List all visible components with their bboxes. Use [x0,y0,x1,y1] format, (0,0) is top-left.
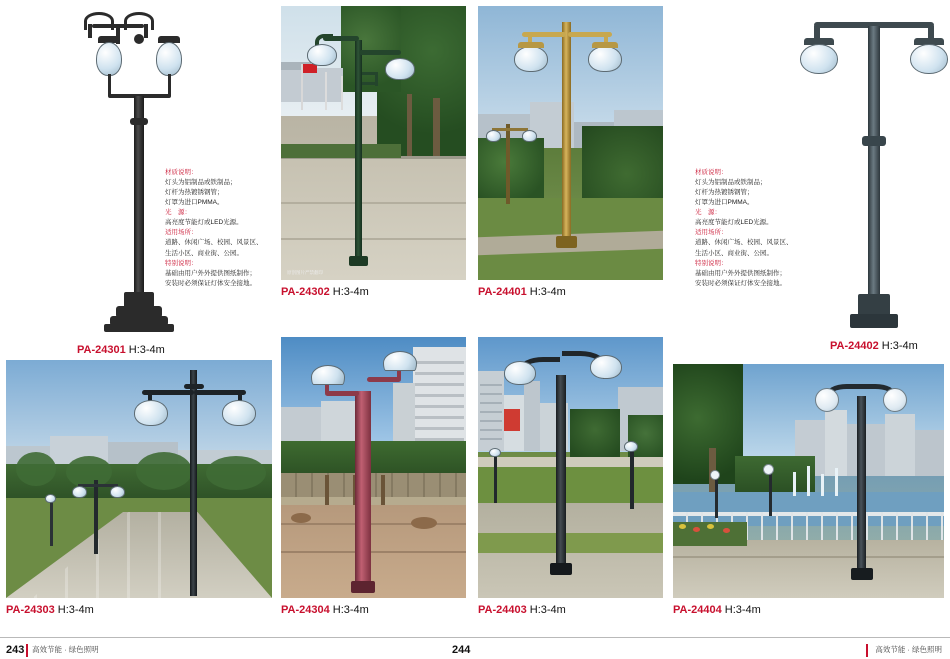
product-id-pa24302: PA-24302 [281,286,330,298]
product-height-pa24401: H:3-4m [529,286,566,298]
spec-right-material-3: 灯罩为进口PMMA。 [695,199,754,207]
spec-left-material-2: 灯杆为热镀锈钢管； [165,189,224,197]
spec-left-note-2: 安装时必须保证灯体安全接地。 [165,279,256,287]
photo-pa24404 [673,364,944,598]
spec-left-material-3: 灯罩为进口PMMA。 [165,199,224,207]
caption-pa24404 [673,604,761,616]
page-footer [0,637,950,659]
footer-text-right: 高效节能 · 绿色照明 [875,645,942,654]
spec-left-title-usage: 适用场所： [165,229,198,237]
spec-right-title-usage: 适用场所： [695,229,728,237]
spec-right-note-1: 基础由用户外外提供图纸制作； [695,269,786,277]
spec-right-material-2: 灯杆为热镀锈钢管； [695,189,754,197]
footer-text-left: 高效节能 · 绿色照明 [32,645,99,654]
caption-pa24403 [478,604,566,616]
footer-divider-left [26,644,28,657]
product-id-pa24403: PA-24403 [478,604,527,616]
product-height-pa24404: H:3-4m [724,604,761,616]
spec-left-usage-2: 生活小区、商业街、公园。 [165,249,243,257]
product-height-pa24304: H:3-4m [332,604,369,616]
page-number-left: 243 [6,644,25,656]
caption-pa24303 [6,604,94,616]
spec-block-left [165,168,300,289]
product-height-pa24301: H:3-4m [128,344,165,356]
spec-right-title-source: 光 源： [695,209,721,217]
spec-right-source-1: 高亮度节能灯或LED光源。 [695,219,773,227]
spec-left-usage-1: 道路、休闲广场、校园、风景区、 [165,239,263,247]
spec-right-material-1: 灯头为铝制品或铁制品； [695,179,767,187]
photo-pa24304 [281,337,466,598]
footer-divider-right [866,644,868,657]
spec-left-title-note: 特别说明： [165,259,198,267]
product-id-pa24301: PA-24301 [77,344,126,356]
photo-pa24303 [6,360,272,598]
product-id-pa24304: PA-24304 [281,604,330,616]
photo-pa24401 [478,6,663,280]
product-height-pa24402: H:3-4m [881,340,918,352]
product-height-pa24303: H:3-4m [57,604,94,616]
page-number-right: 244 [452,644,471,656]
product-height-pa24302: H:3-4m [332,286,369,298]
caption-pa24302 [281,286,369,298]
product-height-pa24403: H:3-4m [529,604,566,616]
product-id-pa24402: PA-24402 [830,340,879,352]
photo-pa24403 [478,337,663,598]
spec-left-source-1: 高亮度节能灯或LED光源。 [165,219,243,227]
product-id-pa24401: PA-24401 [478,286,527,298]
lamp-illustration-pa24402 [790,8,950,338]
spec-left-title-material: 材质说明： [165,169,198,176]
spec-right-usage-2: 生活小区、商业街、公园。 [695,249,773,257]
spec-left-note-1: 基础由用户外外提供图纸制作； [165,269,256,277]
spec-left-material-1: 灯头为铝制品或铁制品； [165,179,237,187]
product-id-pa24404: PA-24404 [673,604,722,616]
photo-pa24302 [281,6,466,280]
caption-pa24402 [830,340,918,352]
spec-left-title-source: 光 源： [165,209,191,217]
caption-pa24304 [281,604,369,616]
caption-pa24301 [77,344,165,356]
product-id-pa24303: PA-24303 [6,604,55,616]
spec-right-note-2: 安装时必须保证灯体安全接地。 [695,279,786,287]
caption-pa24401 [478,286,566,298]
spec-right-usage-1: 道路、休闲广场、校园、风景区、 [695,239,793,247]
photo-watermark-pa24302: 原创图片严禁翻印 [287,270,323,275]
spec-right-title-material: 材质说明： [695,169,728,176]
spec-right-title-note: 特别说明： [695,259,728,267]
